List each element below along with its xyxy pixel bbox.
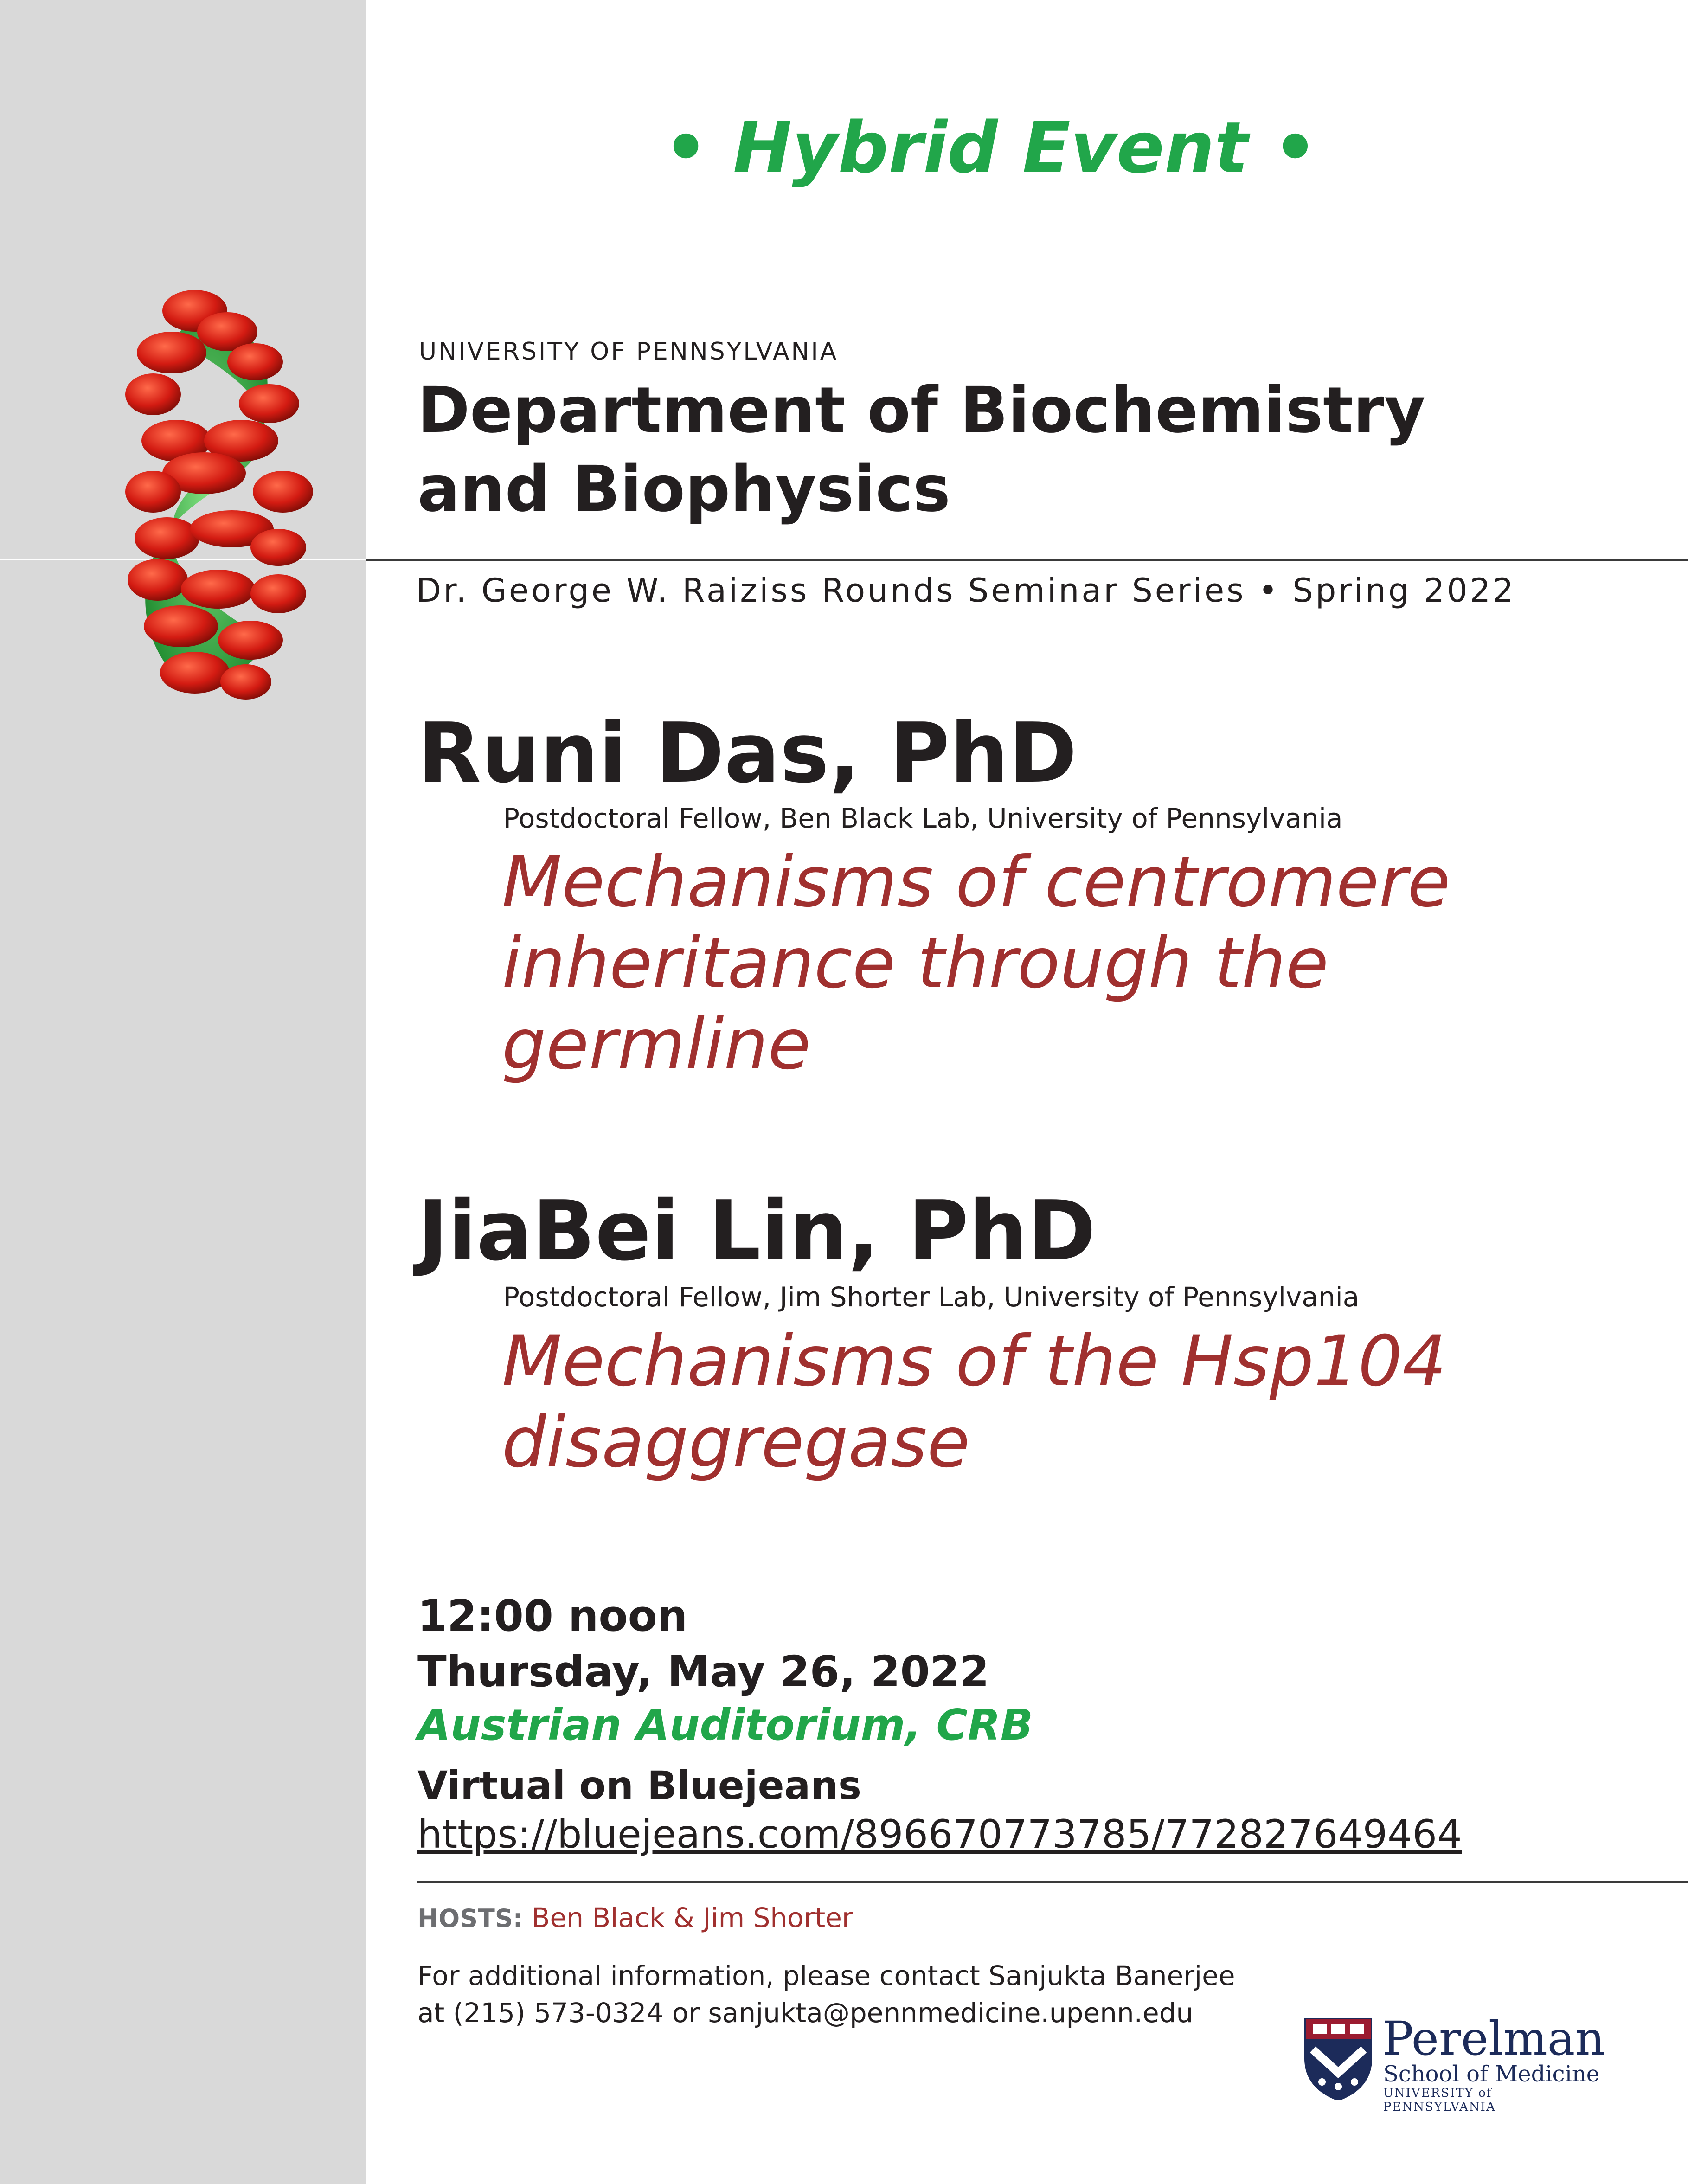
event-time: 12:00 noon bbox=[417, 1591, 688, 1641]
header-rule bbox=[366, 559, 1688, 561]
talk-title: Mechanisms of the Hsp104 disaggregase bbox=[502, 1321, 1447, 1483]
penn-shield-icon bbox=[1303, 2017, 1373, 2100]
hosts-line bbox=[417, 1902, 853, 1933]
footer-rule bbox=[417, 1881, 1688, 1883]
event-type-heading: • Hybrid Event • bbox=[663, 107, 1318, 189]
speaker-affiliation: Postdoctoral Fellow, Ben Black Lab, University of Pennsylvania bbox=[503, 803, 1343, 834]
event-venue: Austrian Auditorium, CRB bbox=[417, 1700, 1033, 1750]
logo-university: UNIVERSITY of PENNSYLVANIA bbox=[1383, 2086, 1496, 2114]
dna-helix-icon bbox=[116, 288, 339, 705]
contact-line2: at (215) 573-0324 or sanjukta@pennmedicine.upenn.edu bbox=[417, 1997, 1194, 2029]
talk-title: Mechanisms of centromere inheritance through the germline bbox=[502, 842, 1451, 1085]
bluejeans-link[interactable]: https://bluejeans.com/896670773785/772827649464 bbox=[417, 1811, 1462, 1857]
department-title-line2: and Biophysics bbox=[417, 453, 950, 526]
university-label: UNIVERSITY OF PENNSYLVANIA bbox=[419, 338, 839, 366]
perelman-logo bbox=[1303, 2011, 1605, 2114]
department-title-line1: Department of Biochemistry bbox=[417, 374, 1425, 447]
speaker-name: JiaBei Lin, PhD bbox=[417, 1183, 1096, 1279]
logo-subtitle: School of Medicine bbox=[1383, 2061, 1600, 2087]
logo-title: Perelman bbox=[1382, 2011, 1605, 2066]
hosts-label: HOSTS: bbox=[417, 1904, 523, 1933]
seminar-series-label: Dr. George W. Raiziss Rounds Seminar Series • Spring 2022 bbox=[416, 572, 1516, 610]
virtual-label: Virtual on Bluejeans bbox=[417, 1763, 862, 1808]
speaker-affiliation: Postdoctoral Fellow, Jim Shorter Lab, University of Pennsylvania bbox=[503, 1281, 1360, 1313]
event-date: Thursday, May 26, 2022 bbox=[417, 1647, 989, 1696]
hosts-names: Ben Black & Jim Shorter bbox=[531, 1902, 853, 1933]
speaker-name: Runi Das, PhD bbox=[417, 705, 1077, 801]
contact-line1: For additional information, please contact Sanjukta Banerjee bbox=[417, 1960, 1235, 1991]
